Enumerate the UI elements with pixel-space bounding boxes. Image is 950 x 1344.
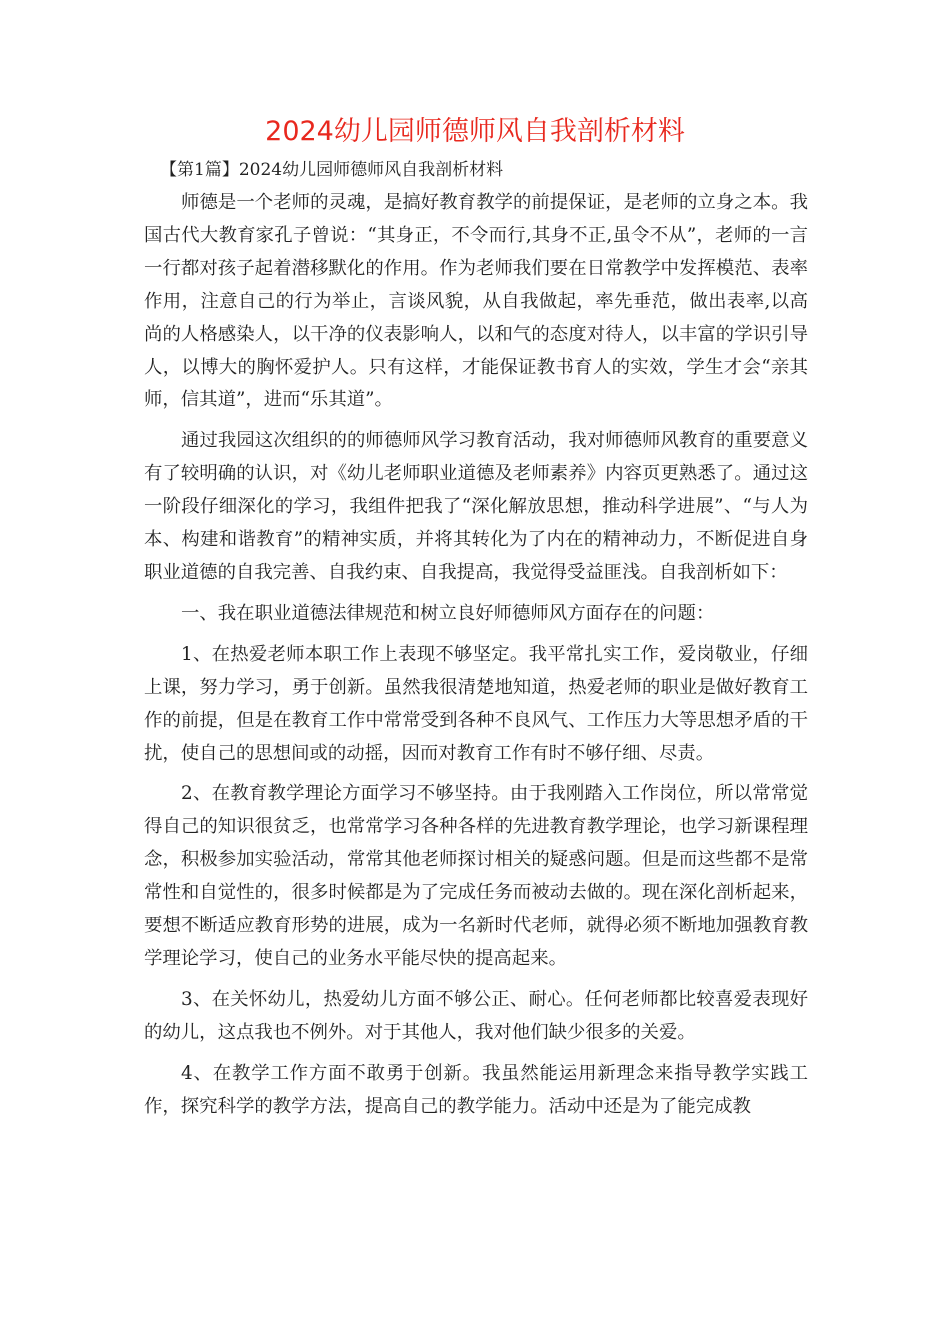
- paragraph-5: 2、在教育教学理论方面学习不够坚持。由于我刚踏入工作岗位，所以常常觉得自己的知识很贫乏，也常常学习各种各样的先进教育教学理论，也学习新课程理念，积极参加实验活动，常常其他老师探讨相关的疑惑问题。但是而这些都不是常常性和自觉性的，很多时候都是为了完成任务而被动去做的。现在深化剖析起来，要想不断适应教育形势的进展，成为一名新时代老师，就得必须不断地加强教育教学理论学习，使自己的业务水平能尽快的提高起来。: [144, 783, 808, 969]
- document-subtitle: 【第1篇】2024幼儿园师德师风自我剖析材料: [160, 160, 504, 180]
- paragraph-3: 一、我在职业道德法律规范和树立良好师德师风方面存在的问题：: [181, 602, 715, 624]
- document-body: [144, 187, 808, 1131]
- paragraph-2: 通过我园这次组织的的师德师风学习教育活动，我对师德师风教育的重要意义有了较明确的认识，对《幼儿老师职业道德及老师素养》内容页更熟悉了。通过这一阶段仔细深化的学习，我组件把我了“深化解放思想，推动科学进展”、“与人为本、构建和谐教育”的精神实质，并将其转化为了内在的精神动力，不断促进自身职业道德的自我完善、自我约束、自我提高，我觉得受益匪浅。自我剖析如下：: [144, 430, 808, 583]
- paragraph-1: 师德是一个老师的灵魂，是搞好教育教学的前提保证，是老师的立身之本。我国古代大教育家孔子曾说：“其身正，不令而行,其身不正,虽令不从”，老师的一言一行都对孩子起着潜移默化的作用。作为老师我们要在日常教学中发挥模范、表率作用，注意自己的行为举止，言谈风貌，从自我做起，率先垂范，做出表率,以高尚的人格感染人，以干净的仪表影响人，以和气的态度对待人，以丰富的学识引导人，以博大的胸怀爱护人。只有这样，才能保证教书育人的实效，学生才会“亲其师，信其道”，进而“乐其道”。: [144, 192, 808, 411]
- paragraph-7: 4、在教学工作方面不敢勇于创新。我虽然能运用新理念来指导教学实践工作，探究科学的教学方法，提高自己的教学能力。活动中还是为了能完成教: [144, 1062, 808, 1117]
- document-title: 2024幼儿园师德师风自我剖析材料: [265, 116, 685, 147]
- paragraph-6: 3、在关怀幼儿，热爱幼儿方面不够公正、耐心。任何老师都比较喜爱表现好的幼儿，这点我也不例外。对于其他人，我对他们缺少很多的关爱。: [144, 988, 808, 1043]
- paragraph-4: 1、在热爱老师本职工作上表现不够坚定。我平常扎实工作，爱岗敬业，仔细上课，努力学习，勇于创新。虽然我很清楚地知道，热爱老师的职业是做好教育工作的前提，但是在教育工作中常常受到各种不良风气、工作压力大等思想矛盾的干扰，使自己的思想间或的动摇，因而对教育工作有时不够仔细、尽责。: [144, 643, 808, 764]
